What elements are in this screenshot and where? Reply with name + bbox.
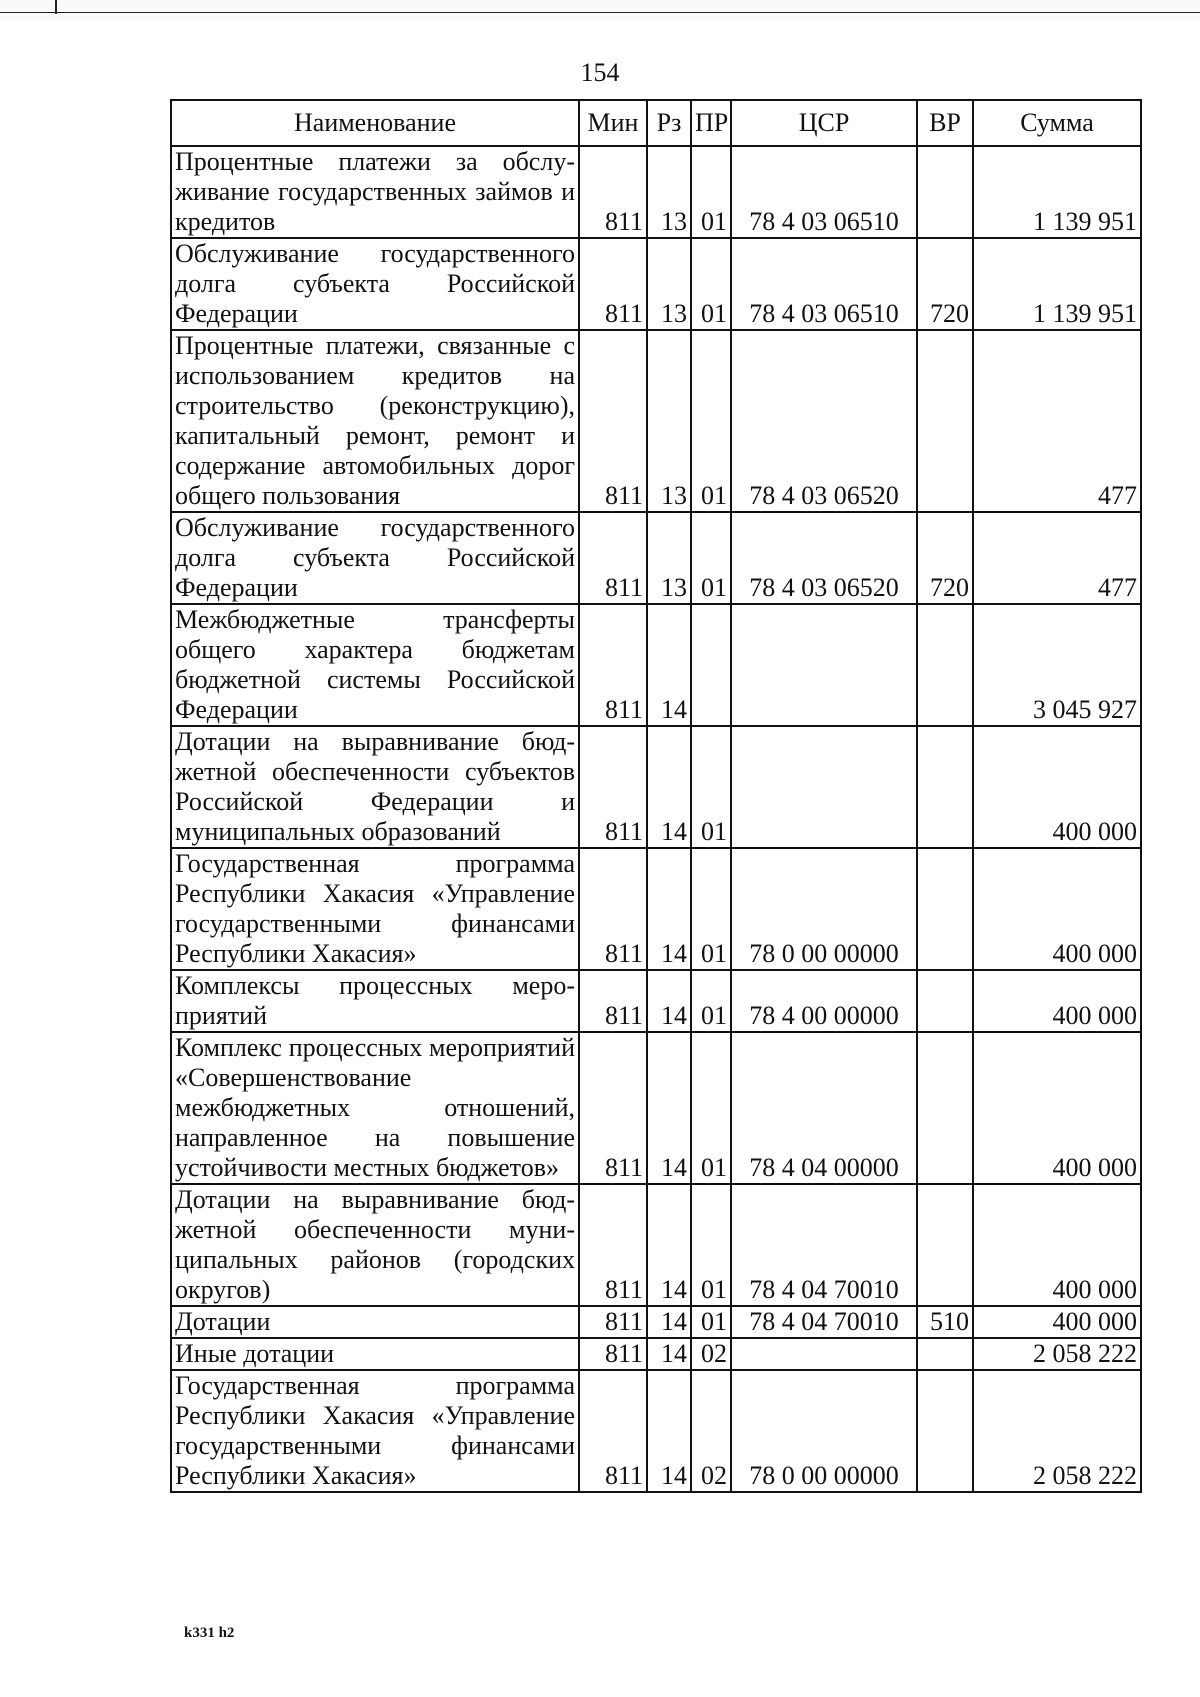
cell-vr [917,330,973,512]
cell-sum: 1 139 951 [973,238,1141,330]
cell-min: 811 [579,238,647,330]
cell-csr [731,604,917,726]
cell-sum: 3 045 927 [973,604,1141,726]
cell-sum: 400 000 [973,1032,1141,1184]
table-row [171,1370,1141,1492]
table-row [171,1184,1141,1306]
cell-name: Комплекс процессных мероприятий «Совершенствование межбюджетных отношений, направленное на повышение устойчивости местных бюджетов» [171,1032,579,1184]
cell-rz: 13 [647,238,691,330]
scan-edge-line [0,12,1200,13]
col-header-vr: ВР [917,100,973,146]
page-number: 154 [580,58,620,87]
cell-min: 811 [579,604,647,726]
cell-name: Дотации на выравнивание бюджетной обеспеченности муниципальных районов (городских округов) [171,1184,579,1306]
cell-vr [917,848,973,970]
cell-name: Межбюджетные трансферты общего характера бюджетам бюджетной системы Российской Федерации [171,604,579,726]
table-row [171,146,1141,238]
cell-csr: 78 4 03 06510 [731,146,917,238]
cell-sum: 2 058 222 [973,1338,1141,1370]
cell-csr: 78 4 04 00000 [731,1032,917,1184]
cell-rz: 14 [647,848,691,970]
cell-name: Комплексы процессных мероприятий [171,970,579,1032]
table-row [171,726,1141,848]
cell-min: 811 [579,970,647,1032]
cell-rz: 14 [647,1338,691,1370]
cell-pr: 01 [691,1184,731,1306]
cell-rz: 14 [647,604,691,726]
cell-name: Обслуживание государственного долга субъекта Российской Федерации [171,512,579,604]
cell-rz: 13 [647,330,691,512]
table-header-row [171,100,1141,146]
cell-csr [731,1338,917,1370]
cell-sum: 400 000 [973,848,1141,970]
cell-vr [917,1370,973,1492]
cell-csr [731,726,917,848]
cell-csr: 78 4 00 00000 [731,970,917,1032]
cell-sum: 477 [973,330,1141,512]
table-row [171,238,1141,330]
cell-sum: 477 [973,512,1141,604]
cell-min: 811 [579,1338,647,1370]
col-header-csr: ЦСР [731,100,917,146]
cell-rz: 14 [647,1370,691,1492]
table-row [171,1338,1141,1370]
cell-vr [917,1184,973,1306]
cell-vr: 720 [917,238,973,330]
cell-pr: 01 [691,1032,731,1184]
cell-vr [917,726,973,848]
scan-top-edge [0,0,1200,20]
footer-code: k331 h2 [184,1625,235,1641]
cell-sum: 400 000 [973,1306,1141,1338]
cell-vr: 510 [917,1306,973,1338]
cell-pr: 01 [691,970,731,1032]
cell-vr [917,1032,973,1184]
cell-csr: 78 4 03 06510 [731,238,917,330]
cell-name: Дотации на выравнивание бюджетной обеспеченности субъектов Российской Федерации и муниципальных образований [171,726,579,848]
cell-csr: 78 4 04 70010 [731,1184,917,1306]
cell-min: 811 [579,146,647,238]
table-body [171,146,1141,1492]
cell-rz: 14 [647,1184,691,1306]
cell-rz: 13 [647,512,691,604]
cell-pr: 01 [691,330,731,512]
cell-csr: 78 0 00 00000 [731,1370,917,1492]
cell-name: Государственная программа Республики Хакасия «Управление государственными финансами Республики Хакасия» [171,1370,579,1492]
cell-vr [917,1338,973,1370]
cell-rz: 14 [647,1032,691,1184]
cell-sum: 2 058 222 [973,1370,1141,1492]
cell-name: Государственная программа Республики Хакасия «Управление государственными финансами Республики Хакасия» [171,848,579,970]
cell-vr [917,146,973,238]
table-row [171,604,1141,726]
table-row [171,1032,1141,1184]
col-header-pr: ПР [691,100,731,146]
cell-min: 811 [579,1370,647,1492]
cell-csr: 78 0 00 00000 [731,848,917,970]
cell-sum: 1 139 951 [973,146,1141,238]
budget-table [170,99,1142,1493]
cell-rz: 14 [647,970,691,1032]
cell-name: Процентные платежи, связанные с использованием кредитов на строительство (реконструкцию), капитальный ремонт, ремонт и содержание автомобильных дорог общего пользования [171,330,579,512]
col-header-name: Наименование [171,100,579,146]
col-header-sum: Сумма [973,100,1141,146]
col-header-rz: Рз [647,100,691,146]
cell-pr: 01 [691,512,731,604]
cell-pr: 02 [691,1370,731,1492]
cell-pr: 01 [691,848,731,970]
cell-pr: 01 [691,726,731,848]
table-row [171,970,1141,1032]
cell-min: 811 [579,512,647,604]
cell-vr [917,604,973,726]
cell-min: 811 [579,1032,647,1184]
cell-vr: 720 [917,512,973,604]
cell-pr: 01 [691,238,731,330]
cell-vr [917,970,973,1032]
cell-min: 811 [579,1184,647,1306]
cell-sum: 400 000 [973,970,1141,1032]
cell-name: Процентные платежи за обслуживание государственных займов и кредитов [171,146,579,238]
cell-csr: 78 4 03 06520 [731,330,917,512]
cell-pr: 01 [691,146,731,238]
cell-pr: 01 [691,1306,731,1338]
cell-rz: 14 [647,726,691,848]
table-row [171,1306,1141,1338]
table-row [171,512,1141,604]
cell-sum: 400 000 [973,726,1141,848]
cell-min: 811 [579,848,647,970]
table-row [171,330,1141,512]
table-row [171,848,1141,970]
cell-rz: 14 [647,1306,691,1338]
scan-edge-mark [55,0,57,14]
cell-pr [691,604,731,726]
cell-name: Иные дотации [171,1338,579,1370]
cell-pr: 02 [691,1338,731,1370]
cell-name: Дотации [171,1306,579,1338]
cell-sum: 400 000 [973,1184,1141,1306]
cell-csr: 78 4 03 06520 [731,512,917,604]
cell-min: 811 [579,726,647,848]
cell-csr: 78 4 04 70010 [731,1306,917,1338]
cell-rz: 13 [647,146,691,238]
cell-min: 811 [579,330,647,512]
cell-name: Обслуживание государственного долга субъекта Российской Федерации [171,238,579,330]
cell-min: 811 [579,1306,647,1338]
col-header-min: Мин [579,100,647,146]
